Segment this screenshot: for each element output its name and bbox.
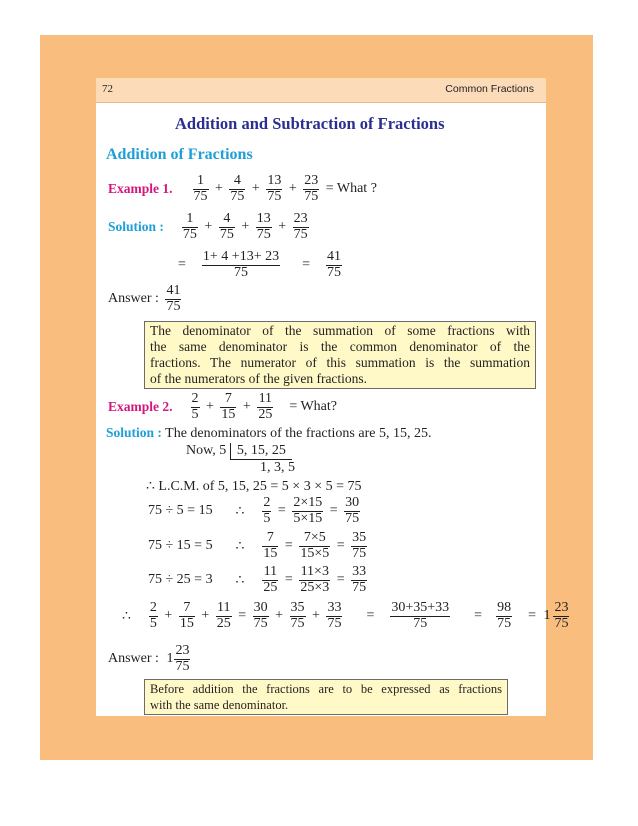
now-text: Now, 5	[186, 443, 227, 458]
answer-whole: 1	[166, 651, 174, 667]
fraction: $\frac{13}{75}$	[256, 211, 271, 242]
equals-sign: =	[474, 608, 483, 624]
solution-label: Solution :	[106, 425, 162, 440]
equals-sign: =	[366, 608, 375, 624]
conversion-row	[146, 531, 368, 561]
note-line: Before addition the fractions are to be expressed as fractions	[150, 682, 502, 696]
fraction: $\frac{30}{75}$	[345, 495, 360, 526]
fraction: $\frac{7}{15}$	[221, 391, 236, 422]
equals-sign: =	[336, 538, 345, 554]
fraction: $\frac{23}{75}$	[293, 211, 308, 242]
equals-sign: =	[528, 608, 536, 624]
running-header	[96, 78, 546, 103]
example2-line	[106, 392, 339, 422]
fraction: $\frac{7}{15}$	[263, 530, 278, 561]
note-line: of the numerators of the given fractions.	[150, 371, 368, 386]
note-line: The denominator of the summation of some fractions with	[150, 323, 530, 338]
example1-line	[106, 174, 379, 204]
answer-fraction: $\frac{23}{75}$	[175, 643, 190, 674]
plus-sign: +	[275, 608, 284, 624]
equals-sign: =	[329, 503, 338, 519]
plus-sign: +	[241, 219, 250, 235]
fraction: $\frac{13}{75}$	[267, 173, 282, 204]
plus-sign: +	[201, 608, 210, 624]
section-heading: Addition of Fractions	[106, 146, 253, 163]
result-fraction: $\frac{41}{75}$	[327, 249, 341, 280]
solution2-line	[106, 425, 431, 442]
solution-label: Solution :	[108, 219, 164, 235]
what-text: = What?	[289, 399, 338, 415]
division-step: 75 ÷ 25 = 3	[148, 572, 213, 588]
answer1-line	[106, 284, 182, 314]
solution2-text: The denominators of the fractions are 5, 15, 25.	[165, 426, 432, 441]
fraction: $\frac{2}{5}$	[149, 600, 157, 631]
division-result: 1, 3, 5	[260, 460, 295, 475]
equals-sign: =	[284, 572, 293, 588]
plus-sign: +	[164, 608, 173, 624]
conversion-row	[146, 565, 368, 595]
fraction: $\frac{33}{75}$	[352, 564, 367, 595]
section-name: Common Fractions	[445, 83, 534, 95]
conversion-row	[146, 496, 361, 526]
fraction: $\frac{11}{25}$	[263, 564, 278, 595]
therefore-sign: ∴	[235, 503, 245, 519]
mixed-whole: 1	[543, 608, 551, 624]
note-line: fractions. The numerator of this summation is the summation	[150, 355, 530, 370]
page-title: Addition and Subtraction of Fractions	[175, 114, 445, 133]
plus-sign: +	[206, 399, 214, 415]
example2-label: Example 2.	[108, 399, 173, 415]
plus-sign: +	[204, 219, 213, 235]
fraction: $\frac{30}{75}$	[253, 600, 268, 631]
therefore-sign: ∴	[235, 538, 245, 554]
sum-fraction: $\frac{30+35+33}{75}$	[391, 600, 450, 631]
fraction: $\frac{23}{75}$	[304, 173, 319, 204]
plus-sign: +	[278, 219, 287, 235]
equals-sign: =	[238, 608, 247, 624]
division-step: 75 ÷ 15 = 5	[148, 538, 213, 554]
note-line: with the same denominator.	[150, 698, 289, 712]
fraction: $\frac{2}{5}$	[263, 495, 271, 526]
fraction: $\frac{11}{25}$	[216, 600, 231, 631]
fraction: $\frac{35}{75}$	[290, 600, 305, 631]
division-step: 75 ÷ 5 = 15	[148, 503, 213, 519]
fraction: $\frac{4}{75}$	[219, 211, 234, 242]
division-box: 5, 15, 25	[230, 443, 292, 460]
fraction: $\frac{7\times 5}{15\times 5}$	[300, 530, 330, 561]
equals-sign: =	[178, 257, 186, 273]
therefore-sign: ∴	[235, 572, 245, 588]
solution1-line	[106, 212, 310, 242]
equals-sign: =	[336, 572, 345, 588]
page-number: 72	[102, 83, 113, 95]
fraction: $\frac{11\times 3}{25\times 3}$	[300, 564, 330, 595]
note-box-2	[144, 679, 508, 715]
plus-sign: +	[242, 399, 251, 415]
combined-fraction: $\frac{1+ 4 +13+ 23}{75}$	[202, 249, 280, 280]
plus-sign: +	[215, 181, 223, 197]
equals-sign: =	[302, 257, 310, 273]
equals-sign: =	[284, 538, 293, 554]
total-fraction: $\frac{98}{75}$	[497, 600, 512, 631]
note-line: the same denominator is the common denominator of the	[150, 339, 530, 354]
fraction: $\frac{2\times 15}{5\times 15}$	[293, 495, 323, 526]
what-text: = What ?	[325, 181, 377, 197]
therefore-sign: ∴	[122, 608, 131, 624]
answer-label: Answer :	[108, 291, 159, 307]
fraction: $\frac{4}{75}$	[230, 173, 245, 204]
fraction: $\frac{11}{25}$	[258, 391, 273, 422]
note-box-1	[144, 321, 536, 389]
plus-sign: +	[312, 608, 320, 624]
fraction: $\frac{2}{5}$	[191, 391, 199, 422]
fraction: $\frac{7}{15}$	[179, 600, 194, 631]
plus-sign: +	[288, 181, 297, 197]
lcm-line: ∴ L.C.M. of 5, 15, 25 = 5 × 3 × 5 = 75	[146, 479, 362, 494]
solution1-step2	[176, 250, 343, 280]
final-sum-line	[120, 601, 570, 631]
fraction: $\frac{35}{75}$	[352, 530, 367, 561]
answer2-line	[106, 644, 191, 674]
example1-label: Example 1.	[108, 181, 173, 197]
division-line	[186, 443, 292, 460]
mixed-fraction: $\frac{23}{75}$	[554, 600, 569, 631]
fraction: $\frac{1}{75}$	[193, 173, 208, 204]
plus-sign: +	[251, 181, 260, 197]
answer-label: Answer :	[108, 651, 159, 667]
fraction: $\frac{1}{75}$	[182, 211, 197, 242]
fraction: $\frac{33}{75}$	[327, 600, 342, 631]
answer-fraction: $\frac{41}{75}$	[166, 283, 181, 314]
equals-sign: =	[277, 503, 286, 519]
